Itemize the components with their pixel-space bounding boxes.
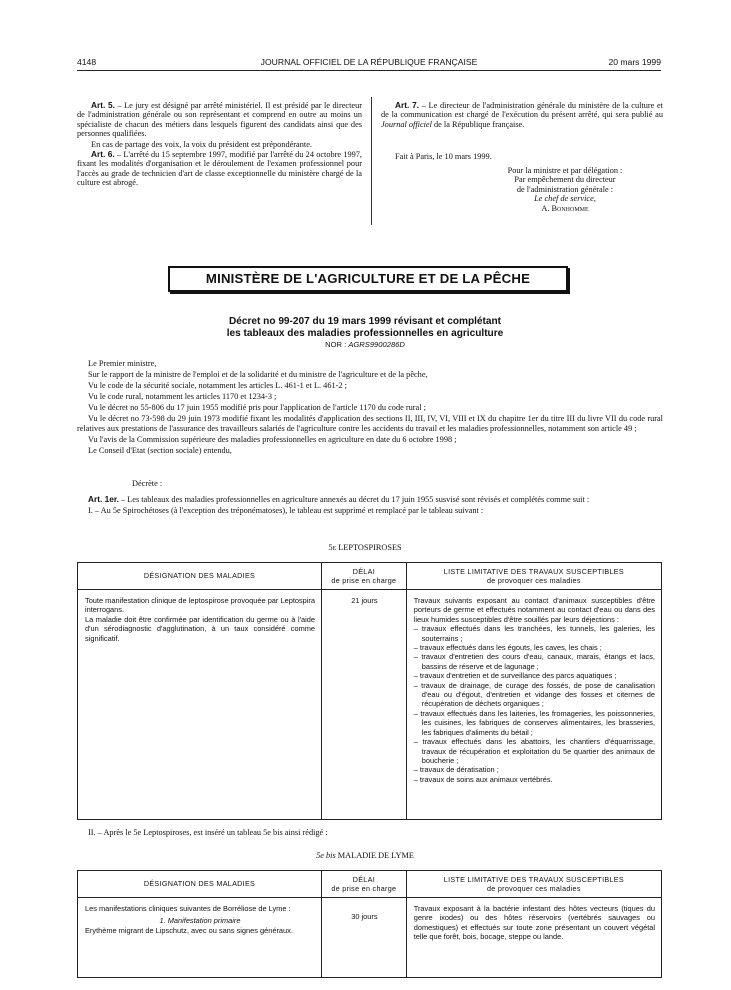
signature-block bbox=[470, 166, 660, 213]
signature-role: Le chef de service, bbox=[534, 194, 596, 204]
journal-title: JOURNAL OFFICIEL DE LA RÉPUBLIQUE FRANÇAISE bbox=[260, 57, 478, 67]
article-7-text-b: de la République française. bbox=[431, 119, 525, 129]
visas-block bbox=[77, 359, 663, 457]
header-travaux-line-2: de provoquer ces maladies bbox=[486, 884, 581, 893]
signature-date: Fait à Paris, le 10 mars 1999. bbox=[395, 152, 492, 161]
list-item: – travaux de dératisation ; bbox=[413, 765, 499, 775]
ministry-heading: MINISTÈRE DE L'AGRICULTURE ET DE LA PÊCHE bbox=[168, 266, 568, 292]
article-7-text-a: – Le directeur de l'administration générale du ministère de la culture et de la communication est chargé de l'exécution du présent arrêté, qui sera publié au bbox=[381, 101, 663, 120]
visa-line: Sur le rapport de la ministre de l'emploi et de la solidarité et du ministre de l'agriculture et de la pêche, bbox=[88, 369, 428, 379]
visa-line: Vu le code rural, notamment les articles 1170 et 1234-3 ; bbox=[88, 391, 277, 401]
cell-delai bbox=[322, 590, 407, 820]
header-travaux-line-2: de provoquer ces maladies bbox=[486, 576, 581, 585]
article-1-body bbox=[77, 494, 663, 506]
travaux-list bbox=[414, 624, 655, 784]
list-item: – travaux d'entretien et de surveillance des parcs aquatiques ; bbox=[413, 671, 617, 681]
cell-maladies bbox=[78, 590, 322, 820]
right-column bbox=[381, 101, 663, 129]
decree-title-line-2: les tableaux des maladies professionnelles en agriculture bbox=[226, 327, 504, 339]
article-1 bbox=[77, 494, 663, 517]
table-header-row bbox=[78, 563, 662, 590]
decrete-label: Décrète : bbox=[132, 479, 163, 488]
maladie-confirmation: La maladie doit être confirmée par identification du germe ou à l'aide d'un sérodiagnostic d'agglutination, à un taux considéré comme significatif. bbox=[85, 614, 315, 643]
article-1-label: Art. 1er. bbox=[88, 494, 119, 504]
cell-travaux bbox=[406, 590, 661, 820]
cell-travaux bbox=[406, 898, 661, 978]
page-number: 4148 bbox=[77, 57, 97, 67]
table-row bbox=[78, 590, 662, 820]
travaux-intro: Travaux suivants exposant au contact d'animaux susceptibles d'être porteurs de germe et effectués notamment au contact d'eau ou dans des lieux humides susceptibles d'être souillés par leurs déjections : bbox=[413, 596, 655, 624]
list-item: – travaux d'entretien des cours d'eau, canaux, marais, étangs et lacs, bassins de réserve et de lagunage ; bbox=[413, 652, 655, 671]
visa-line: Le Conseil d'Etat (section sociale) entendu, bbox=[88, 446, 232, 456]
visa-line: Vu le décret no 55-806 du 17 juin 1955 modifié pris pour l'application de l'article 1170 du code rural ; bbox=[88, 402, 426, 412]
article-7 bbox=[381, 101, 663, 129]
table-maladie-de-lyme bbox=[77, 870, 662, 978]
cell-delai bbox=[322, 898, 407, 978]
left-column bbox=[77, 101, 362, 188]
header-delai bbox=[322, 871, 407, 898]
visa-line: Vu le code de la sécurité sociale, notamment les articles L. 461-1 et L. 461-2 ; bbox=[88, 380, 347, 390]
cell-maladies bbox=[78, 898, 322, 978]
issue-date: 20 mars 1999 bbox=[608, 57, 661, 67]
header-rule bbox=[77, 70, 661, 71]
article-6-text: – L'arrêté du 15 septembre 1997, modifié par l'arrêté du 24 octobre 1997, fixant les modalités d'organisation et le déroulement de l'examen professionnel pour l'accès au grade de technicien d'art de classe exceptionnelle du ministère chargé de la culture est abrogé. bbox=[77, 150, 362, 188]
list-item: – travaux effectués dans les abattoirs, les chantiers d'équarrissage, travaux de récupération et exploitation du 5e quartier des animaux de boucherie ; bbox=[413, 737, 655, 765]
table-2-caption-title: MALADIE DE LYME bbox=[337, 851, 414, 860]
header-delai-line-1: DÉLAI bbox=[352, 874, 375, 884]
header-delai-line-1: DÉLAI bbox=[352, 566, 375, 576]
article-5-text: – Le jury est désigné par arrêté ministériel. Il est présidé par le directeur de l'administration générale ou son représentant et comprend en outre au moins un spécialiste de chacun des métiers dans lesquels figurent des candidats ainsi que des personnes qualifiées. bbox=[77, 101, 363, 139]
list-item: – travaux de soins aux animaux vertébrés. bbox=[413, 774, 553, 784]
list-item: – travaux de drainage, de curage des fossés, de pose de canalisation d'eau ou d'égout, d'entretien et vidange des fosses et citernes de récupération de déchets organiques ; bbox=[413, 680, 655, 709]
decree-title bbox=[100, 316, 630, 339]
header-designation: DÉSIGNATION DES MALADIES bbox=[78, 563, 322, 590]
delai-value: 21 jours bbox=[351, 596, 378, 605]
header-travaux-line-1: LISTE LIMITATIVE DES TRAVAUX SUSCEPTIBLES bbox=[443, 566, 624, 576]
header-delai-line-2: de prise en charge bbox=[331, 884, 397, 893]
list-item: – travaux effectués dans les égouts, les caves, les chais ; bbox=[413, 643, 602, 653]
visa-line: Vu le décret no 73-598 du 29 juin 1973 modifié fixant les modalités d'application des sections II, III, IV, VI, VIII et IX du chapitre 1er du titre III du livre VII du code rural relatives aux prestations de l'assurance des travailleurs salariés de l'agriculture contre les accidents du travail et les maladies professionnelles, notamment son article 49 ; bbox=[77, 413, 663, 434]
delai-value: 30 jours bbox=[351, 912, 378, 921]
article-6-label: Art. 6. bbox=[91, 149, 115, 160]
article-5 bbox=[77, 101, 362, 139]
table-1-caption bbox=[100, 543, 630, 552]
list-item: – travaux effectués dans les tranchées, les tunnels, les galeries, les souterrains ; bbox=[413, 624, 655, 643]
header-delai-line-2: de prise en charge bbox=[331, 576, 397, 585]
article-6 bbox=[77, 150, 362, 188]
signature-line: Par empêchement du directeur bbox=[514, 175, 616, 185]
table-2-caption-number: 5e bis bbox=[316, 851, 336, 860]
maladie-subheading: 1. Manifestation primaire bbox=[159, 916, 241, 926]
article-5-paragraph-2: En cas de partage des voix, la voix du président est prépondérante. bbox=[91, 139, 312, 149]
table-1-caption-text: 5e LEPTOSPIROSES bbox=[328, 543, 402, 552]
article-7-label: Art. 7. bbox=[395, 100, 420, 110]
nor-code: AGRS9900286D bbox=[348, 340, 405, 349]
maladie-item: Erythème migrant de Lipschutz, avec ou sans signes généraux. bbox=[85, 925, 293, 935]
list-item: – travaux effectués dans les laiteries, les fromageries, les poissonneries, les cuisines, les fabriques de conserves alimentaires, les brasseries, les fabriques d'aliments du bétail ; bbox=[413, 708, 655, 737]
header-designation: DÉSIGNATION DES MALADIES bbox=[78, 871, 322, 898]
header-delai bbox=[322, 563, 407, 590]
maladie-intro: Les manifestations cliniques suivantes de Borréliose de Lyme : bbox=[85, 904, 291, 913]
header-travaux-line-1: LISTE LIMITATIVE DES TRAVAUX SUSCEPTIBLES bbox=[443, 874, 624, 884]
nor-label: NOR : bbox=[325, 340, 349, 349]
header-travaux bbox=[406, 871, 661, 898]
article-1-text: – Les tableaux des maladies professionnelles en agriculture annexés au décret du 17 juin 1955 susvisé sont révisés et complétés comme suit : bbox=[118, 495, 590, 504]
decree-title-line-1: Décret no 99-207 du 19 mars 1999 révisant et complétant bbox=[228, 316, 502, 327]
signatory-name: A. Bonhomme bbox=[541, 203, 589, 213]
page-header bbox=[77, 57, 661, 71]
maladie-description: Toute manifestation clinique de leptospirose provoquée par Leptospira interrogans. bbox=[85, 596, 315, 615]
header-travaux bbox=[406, 563, 661, 590]
signature-line: Pour la ministre et par délégation : bbox=[507, 166, 623, 175]
article-1-point-1: I. – Au 5e Spirochétoses (à l'exception des tréponématoses), le tableau est supprimé et remplacé par le tableau suivant : bbox=[88, 505, 484, 515]
article-5-label: Art. 5. bbox=[91, 100, 115, 110]
nor-reference bbox=[100, 340, 630, 349]
visa-line: Vu l'avis de la Commission supérieure des maladies professionnelles en agriculture en date du 6 octobre 1998 ; bbox=[88, 435, 457, 445]
journal-officiel-ref: Journal officiel bbox=[381, 119, 432, 129]
column-divider bbox=[371, 97, 372, 225]
table-row bbox=[78, 898, 662, 978]
travaux-description: Travaux exposant à la bactérie infestant des hôtes vecteurs (tiques du genre ixodes) ou des hôtes réservoirs (vertébrés sauvages ou domestiques) et effectués sur toute zone présentant un couvert végétal telle que forêt, bois, bocage, steppe ou lande. bbox=[413, 904, 655, 942]
table-leptospiroses bbox=[77, 562, 662, 820]
table-header-row bbox=[78, 871, 662, 898]
table-2-caption bbox=[100, 851, 630, 860]
visa-line: Le Premier ministre, bbox=[88, 359, 157, 368]
signature-line: de l'administration générale : bbox=[516, 184, 614, 194]
article-1-point-2: II. – Après le 5e Leptospiroses, est inséré un tableau 5e bis ainsi rédigé : bbox=[88, 828, 328, 837]
